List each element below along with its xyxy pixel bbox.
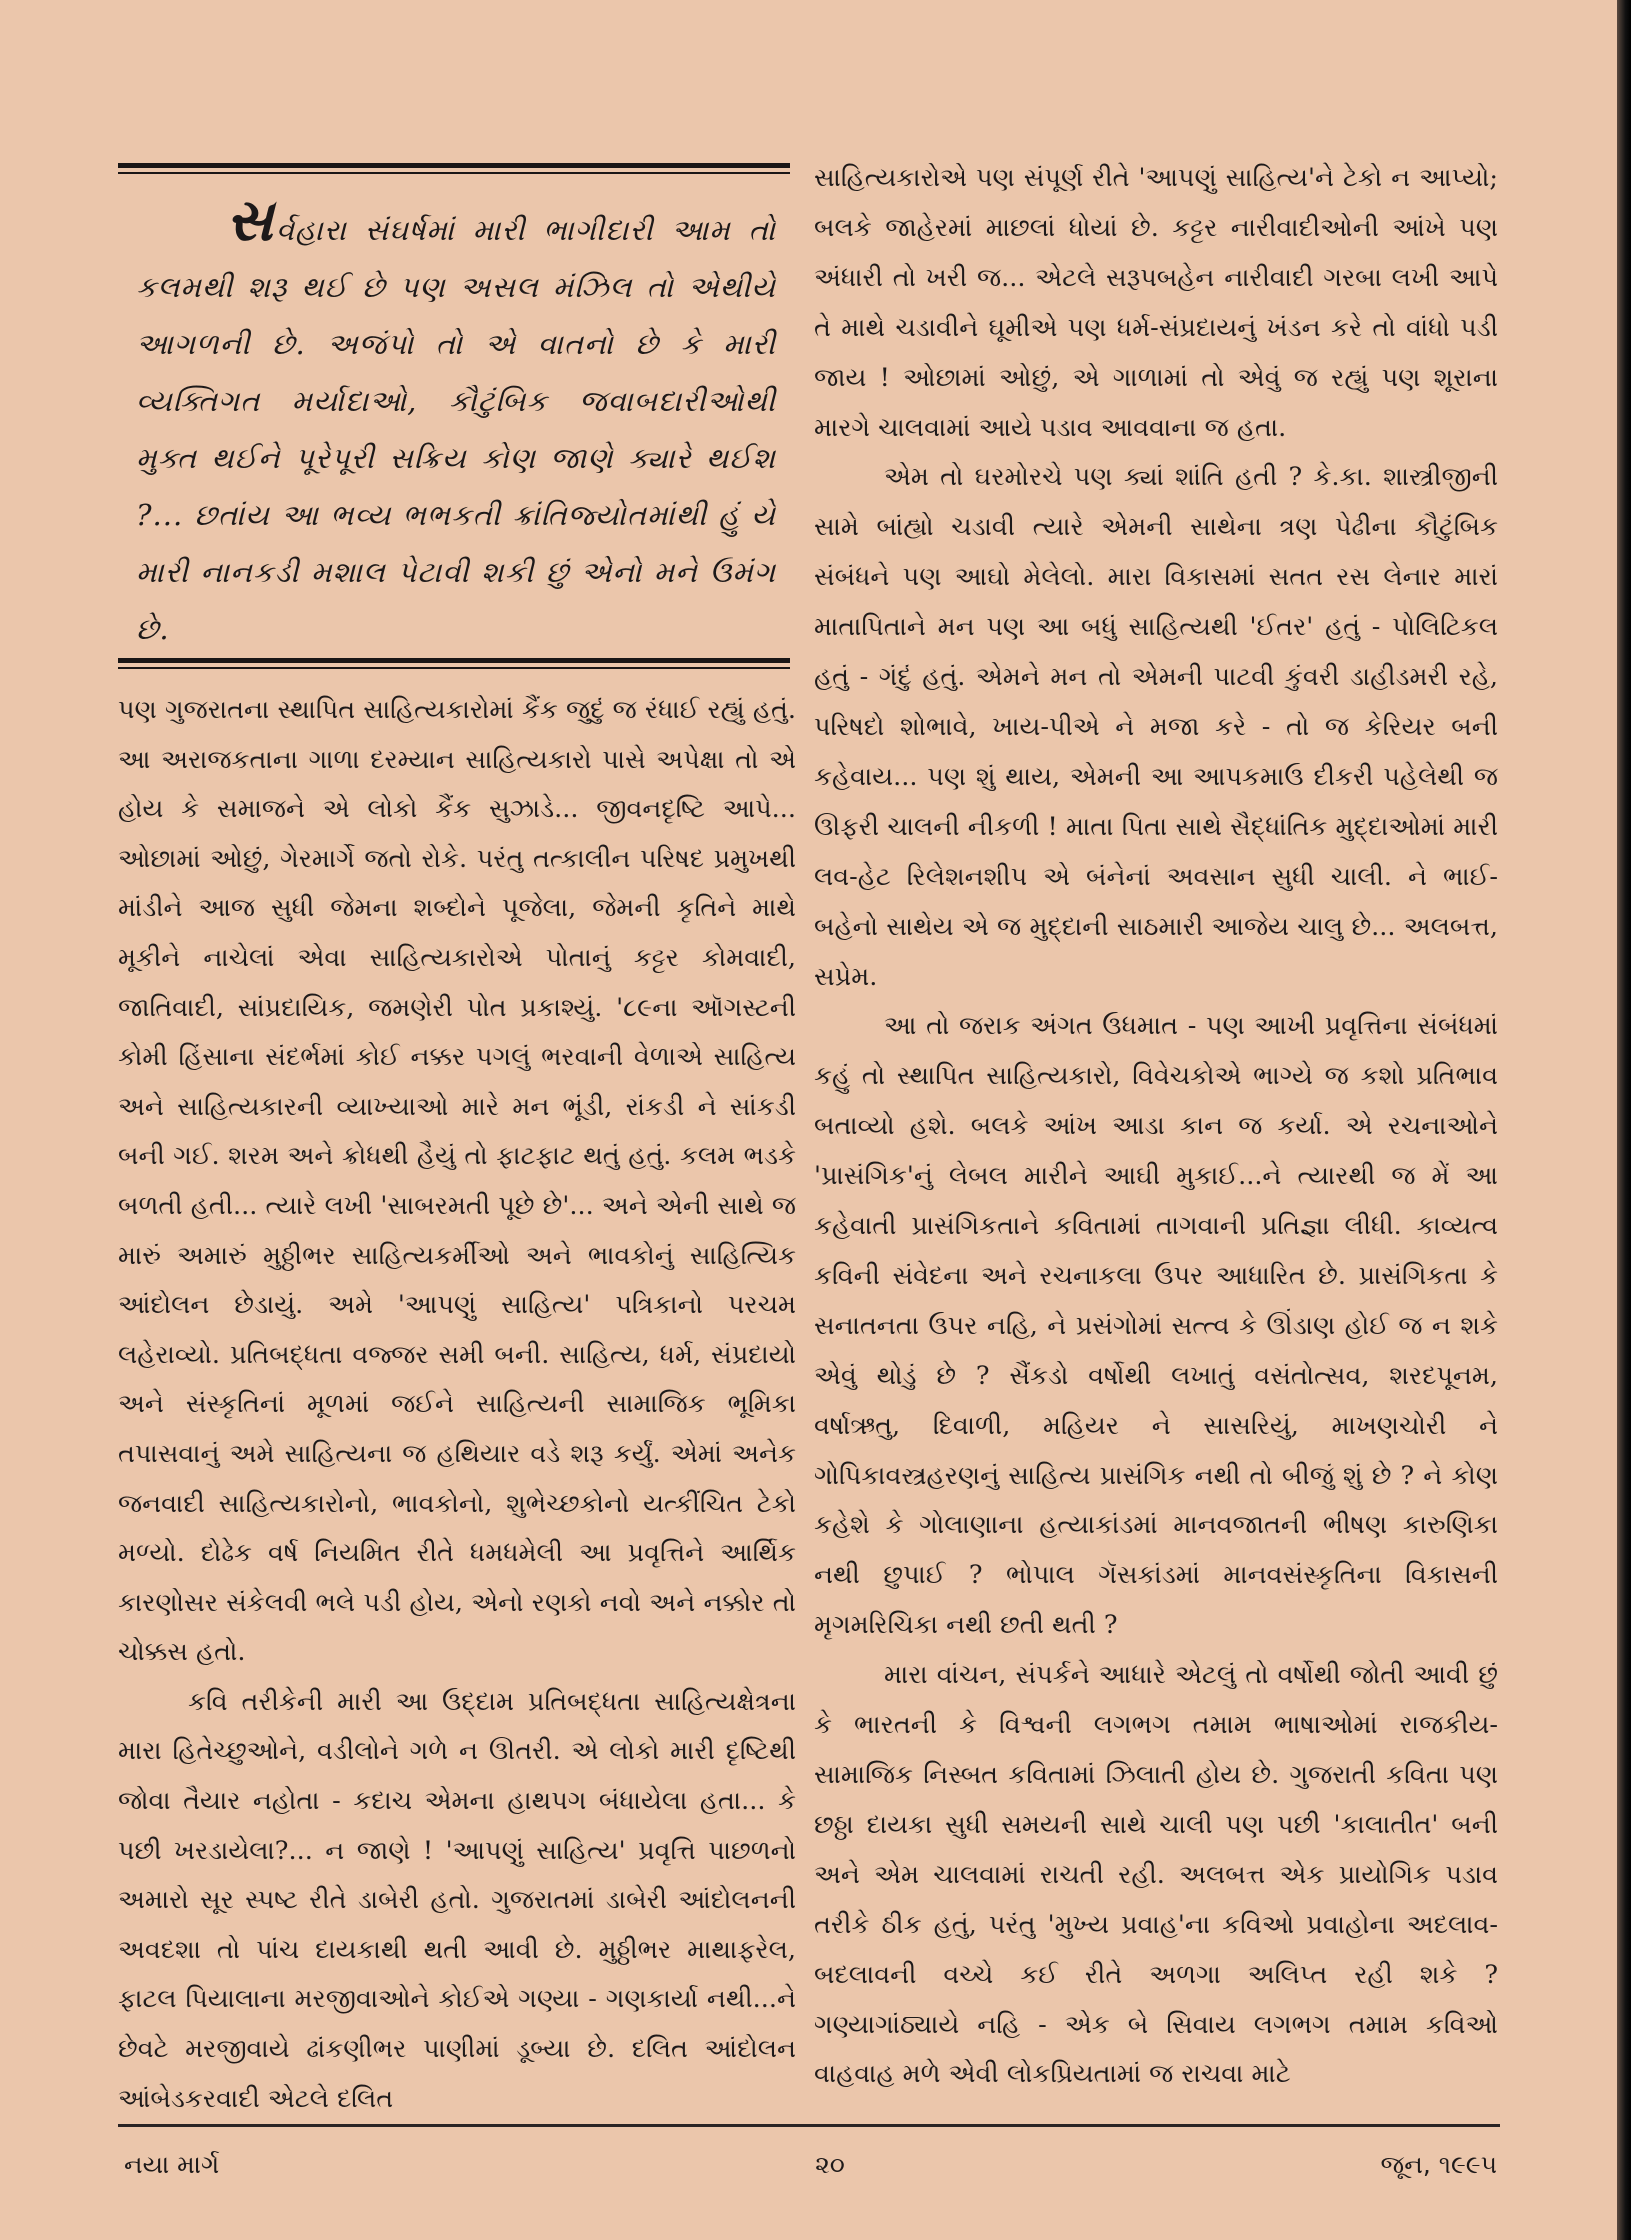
scan-edge [1617,0,1631,2240]
footer-publication: નયા માર્ગ [124,2150,220,2179]
right-column [814,154,1498,2100]
paragraph: સાહિત્યકારોએ પણ સંપૂર્ણ રીતે 'આપણું સાહિત્ય'ને ટેકો ન આપ્યો; બલકે જાહેરમાં માછલાં ધોયાં છે. કટ્ટર નારીવાદીઓની આંખે પણ અંધારી તો ખરી જ... એટલે સરૂપબહેન નારીવાદી ગરબા લખી આપે તે માથે ચડાવીને ઘૂમીએ પણ ધર્મ-સંપ્રદાયનું ખંડન કરે તો વાંધો પડી જાય ! ઓછામાં ઓછું, એ ગાળામાં તો એવું જ રહ્યું પણ શૂરાના મારગે ચાલવામાં આયે પડાવ આવવાના જ હતા. [814,163,1498,443]
pullquote [136,186,776,658]
paragraph: આ તો જરાક અંગત ઉધમાત - પણ આખી પ્રવૃત્તિના સંબંધમાં કહું તો સ્થાપિત સાહિત્યકારો, વિવેચકોએ ભાગ્યે જ કશો પ્રતિભાવ બતાવ્યો હશે. બલકે આંખ આડા કાન જ કર્યા. એ રચનાઓને 'પ્રાસંગિક'નું લેબલ મારીને આઘી મુકાઈ...ને ત્યારથી જ મેં આ કહેવાતી પ્રાસંગિકતાને કવિતામાં તાગવાની પ્રતિજ્ઞા લીધી. કાવ્યત્વ કવિની સંવેદના અને રચનાકલા ઉપર આધારિત છે. પ્રાસંગિકતા કે સનાતનતા ઉપર નહિ, ને પ્રસંગોમાં સત્ત્વ કે ઊંડાણ હોઈ જ ન શકે એવું થોડું છે ? સૈંકડો વર્ષોથી લખાતું વસંતોત્સવ, શરદપૂનમ, વર્ષાઋતુ, દિવાળી, મહિયર ને સાસરિયું, માખણચોરી ને ગોપિકાવસ્ત્રહરણનું સાહિત્ય પ્રાસંગિક નથી તો બીજું શું છે ? ને કોણ કહેશે કે ગોલાણાના હત્યાકાંડમાં માનવજાતની ભીષણ કારુણિકા નથી છુપાઈ ? ભોપાલ ગૅસકાંડમાં માનવસંસ્કૃતિના વિકાસની મૃગમરિચિકા નથી છતી થતી ? [814,1011,1498,1641]
footer-rule [118,2124,1500,2127]
pullquote-bottom-rule [118,658,790,672]
paragraph: મારા વાંચન, સંપર્કને આધારે એટલું તો વર્ષોથી જોતી આવી છું કે ભારતની કે વિશ્વની લગભગ તમામ ભાષાઓમાં રાજકીય-સામાજિક નિસ્બત કવિતામાં ઝિલાતી હોય છે. ગુજરાતી કવિતા પણ છઠ્ઠા દાયકા સુધી સમયની સાથે ચાલી પણ પછી 'કાલાતીત' બની અને એમ ચાલવામાં રાચતી રહી. અલબત્ત એક પ્રાયોગિક પડાવ તરીકે ઠીક હતું, પરંતુ 'મુખ્ય પ્રવાહ'ના કવિઓ પ્રવાહોના અદલાવ-બદલાવની વચ્ચે કઈ રીતે અળગા અલિપ્ત રહી શકે ? ગણ્યાગાંઠ્યાયે નહિ - એક બે સિવાય લગભગ તમામ કવિઓ વાહવાહ મળે એવી લોકપ્રિયતામાં જ રાચવા માટે [814,1660,1498,2090]
footer-date: જૂન, ૧૯૯૫ [1380,2150,1497,2179]
pullquote-top-rule [118,163,790,177]
paragraph: એમ તો ઘરમોરચે પણ ક્યાં શાંતિ હતી ? કે.કા. શાસ્ત્રીજીની સામે બાંહ્યો ચડાવી ત્યારે એમની સાથેના ત્રણ પેઢીના કૌટુંબિક સંબંધને પણ આઘો મેલેલો. મારા વિકાસમાં સતત રસ લેનાર મારાં માતાપિતાને મન પણ આ બધું સાહિત્યથી 'ઈતર' હતું - પોલિટિકલ હતું - ગંદું હતું. એમને મન તો એમની પાટવી કુંવરી ડાહીડમરી રહે, પરિષદો શોભાવે, ખાય-પીએ ને મજા કરે - તો જ કેરિયર બની કહેવાય... પણ શું થાય, એમની આ આપકમાઉ દીકરી પહેલેથી જ ઊફરી ચાલની નીકળી ! માતા પિતા સાથે સૈદ્ધાંતિક મુદ્દાઓમાં મારી લવ-હેટ રિલેશનશીપ એ બંનેનાં અવસાન સુધી ચાલી. ને ભાઈ-બહેનો સાથેય એ જ મુદ્દાની સાઠમારી આજેય ચાલુ છે... અલબત્ત, સપ્રેમ. [814,462,1498,992]
paragraph: પણ ગુજરાતના સ્થાપિત સાહિત્યકારોમાં કૈંક જુદું જ રંધાઈ રહ્યું હતું. આ અરાજકતાના ગાળા દરમ્યાન સાહિત્યકારો પાસે અપેક્ષા તો એ હોય કે સમાજને એ લોકો કૈંક સુઝાડે... જીવનદૃષ્ટિ આપે... ઓછામાં ઓછું, ગેરમાર્ગે જતો રોકે. પરંતુ તત્કાલીન પરિષદ પ્રમુખથી માંડીને આજ સુધી જેમના શબ્દોને પૂજેલા, જેમની કૃતિને માથે મૂકીને નાચેલાં એવા સાહિત્યકારોએ પોતાનું કટ્ટર કોમવાદી, જાતિવાદી, સાંપ્રદાયિક, જમણેરી પોત પ્રકાશ્યું. '૮૯ના ઑગસ્ટની કોમી હિંસાના સંદર્ભમાં કોઈ નક્કર પગલું ભરવાની વેળાએ સાહિત્ય અને સાહિત્યકારની વ્યાખ્યાઓ મારે મન ભૂંડી, રાંકડી ને સાંકડી બની ગઈ. શરમ અને ક્રોધથી હૈયું તો ફાટફાટ થતું હતું. કલમ ભડકે બળતી હતી... ત્યારે લખી 'સાબરમતી પૂછે છે'... અને એની સાથે જ મારું અમારું મુઠ્ઠીભર સાહિત્યકર્મીઓ અને ભાવકોનું સાહિત્યિક આંદોલન છેડાયું. અમે 'આપણું સાહિત્ય' પત્રિકાનો પરચમ લહેરાવ્યો. પ્રતિબદ્ધતા વજ્જર સમી બની. સાહિત્ય, ધર્મ, સંપ્રદાયો અને સંસ્કૃતિનાં મૂળમાં જઈને સાહિત્યની સામાજિક ભૂમિકા તપાસવાનું અમે સાહિત્યના જ હથિયાર વડે શરૂ કર્યું. એમાં અનેક જનવાદી સાહિત્યકારોનો, ભાવકોનો, શુભેચ્છકોનો યત્કીંચિત ટેકો મળ્યો. દોઢેક વર્ષ નિયમિત રીતે ધમધમેલી આ પ્રવૃત્તિને આર્થિક કારણોસર સંકેલવી ભલે પડી હોય, એનો રણકો નવો અને નક્કોર તો ચોક્કસ હતો. [118,695,796,1668]
paragraph: કવિ તરીકેની મારી આ ઉદ્દામ પ્રતિબદ્ધતા સાહિત્યક્ષેત્રના મારા હિતેચ્છુઓને, વડીલોને ગળે ન ઊતરી. એ લોકો મારી દૃષ્ટિથી જોવા તૈયાર નહોતા - કદાચ એમના હાથપગ બંધાયેલા હતા... કે પછી ખરડાયેલા?... ન જાણે ! 'આપણું સાહિત્ય' પ્રવૃત્તિ પાછળનો અમારો સૂર સ્પષ્ટ રીતે ડાબેરી હતો. ગુજરાતમાં ડાબેરી આંદોલનની અવદશા તો પાંચ દાયકાથી થતી આવી છે. મુઠ્ઠીભર માથાફરેલ, ફાટલ પિયાલાના મરજીવાઓને કોઈએ ગણ્યા - ગણકાર્યા નથી...ને છેવટે મરજીવાયે ઢાંકણીભર પાણીમાં ડૂબ્યા છે. દલિત આંદોલન આંબેડકરવાદી એટલે દલિત [118,1686,796,2114]
left-column [118,686,796,2124]
pullquote-text: ર્વહારા સંઘર્ષમાં મારી ભાગીદારી આમ તો કલમથી શરૂ થઈ છે પણ અસલ મંઝિલ તો એથીયે આગળની છે. અજંપો તો એ વાતનો છે કે મારી વ્યક્તિગત મર્યાદાઓ, કૌટુંબિક જવાબદારીઓથી મુક્ત થઈને પૂરેપૂરી સક્રિય કોણ જાણે ક્યારે થઈશ ?... છતાંય આ ભવ્ય ભભકતી ક્રાંતિજ્યોતમાંથી હું યે મારી નાનકડી મશાલ પેટાવી શકી છું એનો મને ઉમંગ છે. [136,213,776,646]
footer-page-number: ૨૦ [815,2150,845,2179]
pullquote-dropcap: સ [226,186,274,254]
